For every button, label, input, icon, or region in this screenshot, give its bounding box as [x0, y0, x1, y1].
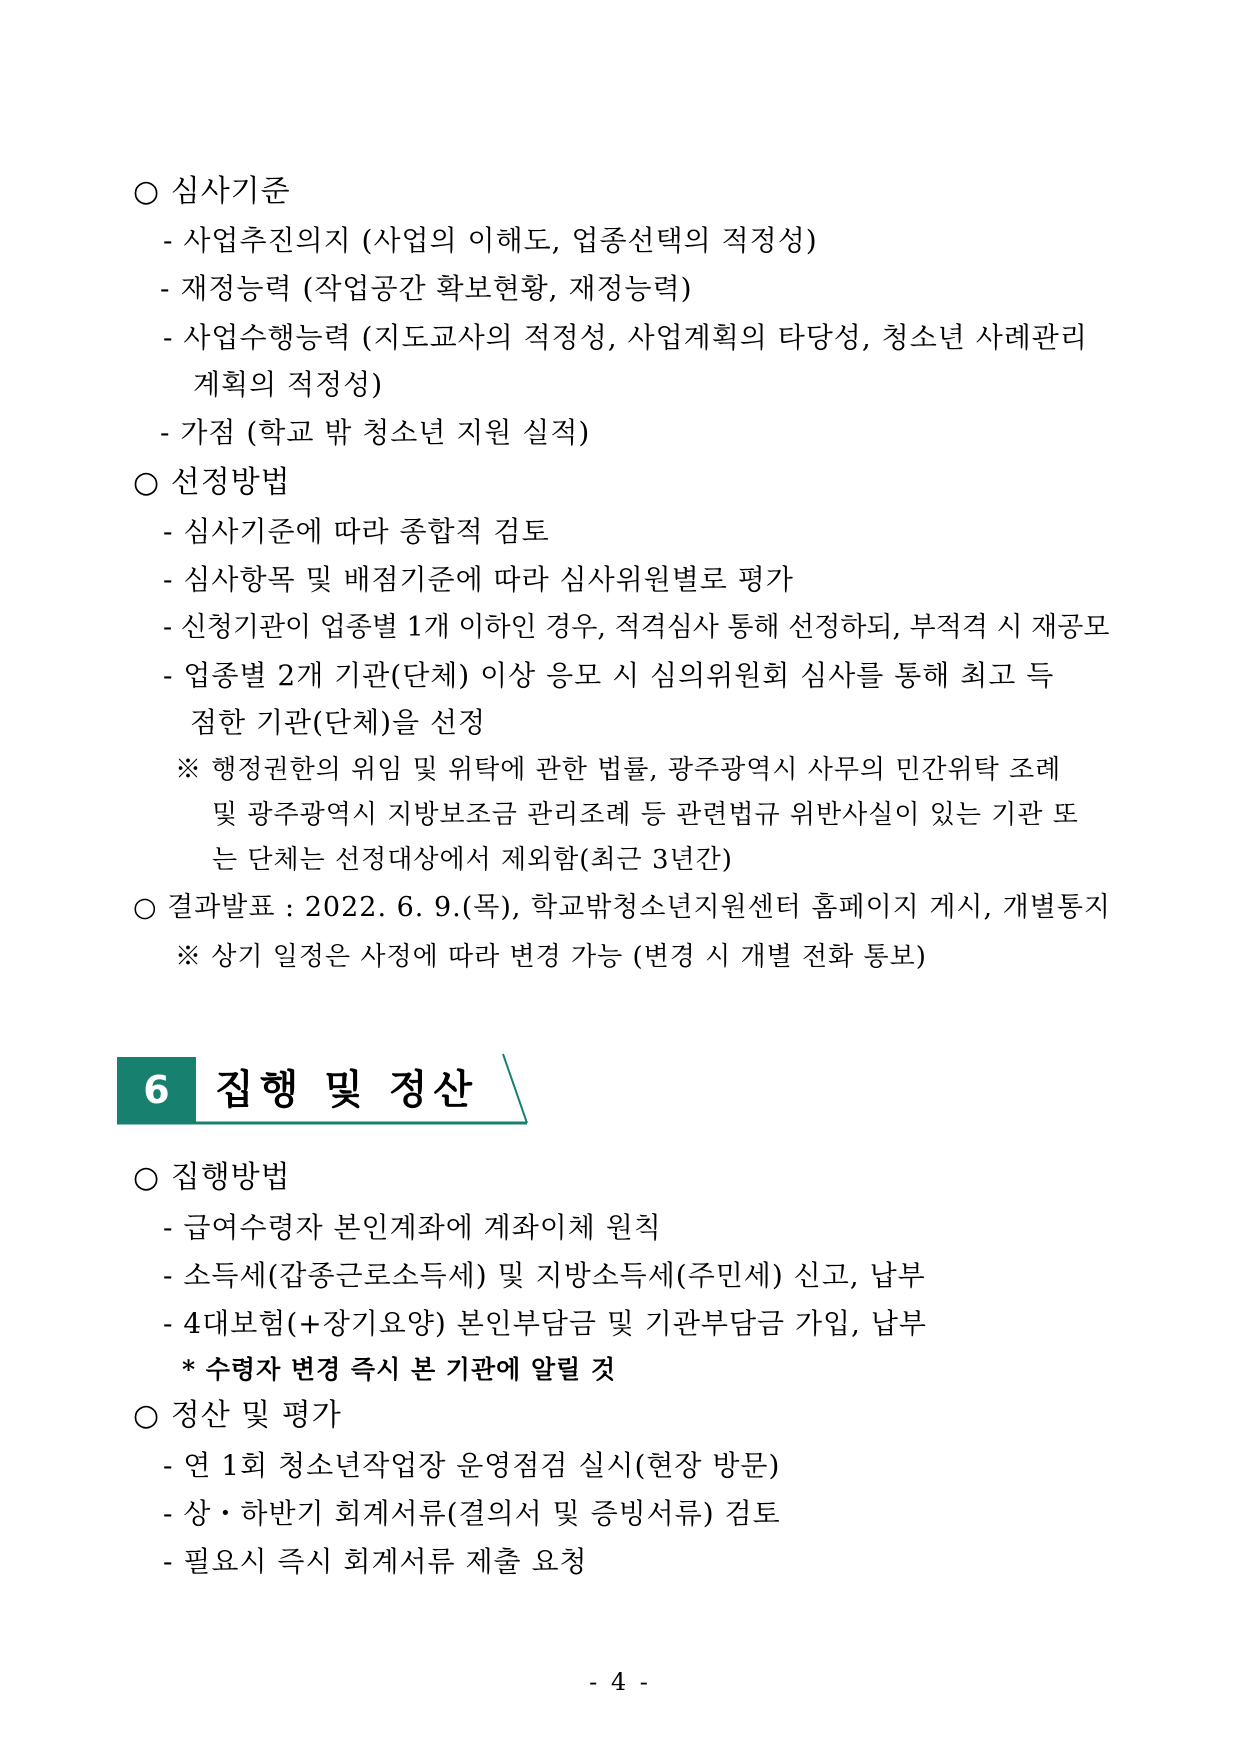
- note: ※ 상기 일정은 사정에 따라 변경 가능 (변경 시 개별 전화 통보): [175, 942, 927, 972]
- list-item: - 연 1회 청소년작업장 운영점검 실시(현장 방문): [163, 1449, 781, 1482]
- list-item: - 급여수령자 본인계좌에 계좌이체 원칙: [163, 1211, 662, 1244]
- list-item: - 사업수행능력 (지도교사의 적정성, 사업계획의 타당성, 청소년 사례관리: [163, 321, 1088, 354]
- list-item: - 심사기준에 따라 종합적 검토: [163, 515, 550, 548]
- list-item: - 사업추진의지 (사업의 이해도, 업종선택의 적정성): [163, 224, 818, 257]
- note-continuation: 는 단체는 선정대상에서 제외함(최근 3년간): [212, 845, 733, 875]
- heading-selection-method: ○ 선정방법: [133, 465, 291, 500]
- list-item: - 재정능력 (작업공간 확보현황, 재정능력): [160, 272, 693, 305]
- note: ※ 행정권한의 위임 및 위탁에 관한 법률, 광주광역시 사무의 민간위탁 조례: [175, 755, 1062, 785]
- list-item: - 필요시 즉시 회계서류 제출 요청: [163, 1545, 588, 1578]
- list-item: - 신청기관이 업종별 1개 이하인 경우, 적격심사 통해 선정하되, 부적격 시 재공모: [163, 612, 1110, 643]
- heading-settlement: ○ 정산 및 평가: [133, 1398, 342, 1433]
- list-item-continuation: 점한 기관(단체)을 선정: [190, 706, 487, 739]
- list-item: - 4대보험(+장기요양) 본인부담금 및 기관부담금 가입, 납부: [163, 1307, 927, 1340]
- heading-review-criteria: ○ 심사기준: [133, 174, 291, 209]
- list-item-continuation: 계획의 적정성): [193, 368, 384, 401]
- page-number: - 4 -: [589, 1668, 651, 1696]
- list-item: - 업종별 2개 기관(단체) 이상 응모 시 심의위원회 심사를 통해 최고 득: [163, 659, 1055, 692]
- section-title: 집행 및 정산: [215, 1067, 479, 1113]
- heading-execution-method: ○ 집행방법: [133, 1160, 291, 1195]
- note-continuation: 및 광주광역시 지방보조금 관리조례 등 관련법규 위반사실이 있는 기관 또: [212, 800, 1079, 830]
- note: * 수령자 변경 즉시 본 기관에 알릴 것: [182, 1355, 617, 1384]
- heading-result-announcement: ○ 결과발표 : 2022. 6. 9.(목), 학교밖청소년지원센터 홈페이지 게시, 개별통지: [133, 892, 1111, 923]
- list-item: - 소득세(갑종근로소득세) 및 지방소득세(주민세) 신고, 납부: [163, 1259, 926, 1292]
- list-item: - 가점 (학교 밖 청소년 지원 실적): [160, 416, 591, 449]
- list-item: - 상・하반기 회계서류(결의서 및 증빙서류) 검토: [163, 1497, 781, 1530]
- section-number: 6: [117, 1057, 196, 1123]
- list-item: - 심사항목 및 배점기준에 따라 심사위원별로 평가: [163, 563, 794, 596]
